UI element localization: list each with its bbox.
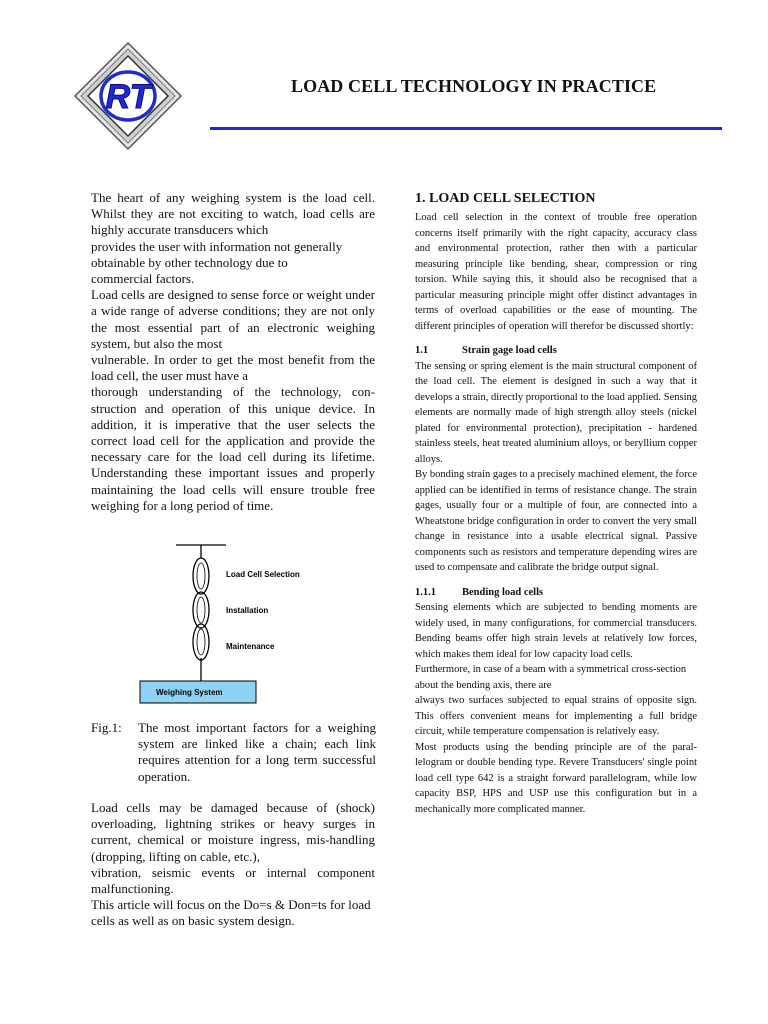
label-maintenance: Maintenance xyxy=(226,642,275,651)
subsection-paragraph: By bonding strain gages to a precisely machined element, the force applied can be identified in terms of resistance change. The strain gages, usually four or a multiple of four, are connected into a Wheatstone bridge configuration in order to convert the very small change in resistance into a usable electrical signal. Passive components such as resistors and temperature depending wires are used to compensate and calibrate the bridge output signal. xyxy=(415,469,697,573)
subsubsection-paragraph: always two surfaces subjected to equal strains of opposite sign. This offers convenient means for implementing a full bridge circuit, while temperature compensation is relatively easy. xyxy=(415,695,697,737)
chain-link-2-inner xyxy=(197,597,205,623)
subsubsection-paragraph: Sensing elements which are subjected to bending moments are widely used, in many configurations, for commercial transducers. Bending beams offer high strain levels at relatively low forces, which makes them ideal for low capacity load cells. xyxy=(415,602,697,660)
page-title: LOAD CELL TECHNOLOGY IN PRACTICE xyxy=(291,76,657,96)
logo-emblem xyxy=(72,40,184,152)
damage-paragraph: This article will focus on the Do=s & Don=ts for load cells as well as on basic system design. xyxy=(91,897,371,929)
section-heading: 1. LOAD CELL SELECTION xyxy=(415,191,596,206)
subsubsection-number: 1.1.1 xyxy=(415,586,436,598)
chain-link-2 xyxy=(193,592,209,628)
logo-text: RT xyxy=(105,78,151,116)
label-weighing-system: Weighing System xyxy=(156,688,223,697)
intro-paragraph: The heart of any weighing system is the load cell. Whilst they are not exciting to watch, load cells are highly accurate transducers which xyxy=(91,190,375,238)
damage-paragraph: vibration, seismic events or internal component malfunctioning. xyxy=(91,864,375,897)
chain-figure xyxy=(136,543,336,708)
intro-paragraph: provides the user with information not generally obtainable by other technology due to xyxy=(91,238,343,270)
damage-paragraph: Load cells may be damaged because of (shock) overloading, lightning strikes or heavy surges in current, chemical or moisture ingress, mis-handling (dropping, lifting on cable, etc.), xyxy=(91,800,375,864)
intro-text xyxy=(91,190,375,514)
chain-link-1-inner xyxy=(197,563,205,589)
chain-link-3-inner xyxy=(197,629,205,655)
company-logo xyxy=(72,40,184,152)
subsection-heading xyxy=(415,343,697,359)
chain-link-1 xyxy=(193,558,209,594)
subsection-paragraph: The sensing or spring element is the main structural component of the load cell. The element is designed in such a way that it develops a strain, directly proportional to the load applied. Sensing elements are normally made of high strength alloy steels (nickel plated for environmental protection), precipitation - hardened stainless steels, heat treated aluminium alloys, or beryllium copper alloys. xyxy=(415,360,697,465)
intro-paragraph: thorough understanding of the technology, con-struction and operation of this unique device. In addition, it is imperative that the user selects the correct load cell for the application and provide the necessary care for the load cell during its lifetime. Understanding these important issues and properly maintaining the load cells will ensure trouble free weighing for a long period of time. xyxy=(91,384,375,513)
label-installation: Installation xyxy=(226,606,269,615)
caption-text: The most important factors for a weighing system are linked like a chain; each link requires attention for a long term successful operation. xyxy=(138,720,376,784)
caption-label: Fig.1: xyxy=(91,720,122,735)
right-column xyxy=(415,190,697,817)
chain-diagram xyxy=(136,543,336,708)
subsubsection-heading xyxy=(415,585,697,601)
title-underline xyxy=(210,127,722,130)
subsubsection-paragraph: Most products using the bending principle are of the paral-lelogram or double bending type. Revere Transducers' single point load cell type 642 is a straight forward parallelogram, while low capacity BSP, HPS and USP use this configuration but in a mechanically more complicated manner. xyxy=(415,741,697,815)
intro-paragraph: commercial factors. xyxy=(91,271,195,287)
subsubsection-paragraph: Furthermore, in case of a beam with a symmetrical cross-section about the bending axis, there are xyxy=(415,664,687,691)
figure-caption xyxy=(91,720,376,785)
damage-text xyxy=(91,800,375,930)
section-text: Load cell selection in the context of trouble free operation concerns itself primarily with the right capacity, accuracy class and environmental protection, rather then with a particular measuring principle like bending, shear, compression or ring torsion. While saying this, it should also be recognised that a particular measuring principle might offer distinct advantages in terms of overload capabilities or the ease of mounting. The different principles of operation will therefor be discussed shortly: xyxy=(415,212,697,332)
subsection-number: 1.1 xyxy=(415,345,429,356)
intro-paragraph: Load cells are designed to sense force or weight under a wide range of adverse conditions; they are not only the most essential part of an electronic weighing system, but also the most xyxy=(91,287,375,351)
subsubsection-title: Bending load cells xyxy=(462,586,544,598)
chain-link-3 xyxy=(193,624,209,660)
intro-paragraph: vulnerable. In order to get the most benefit from the load cell, the user must have a xyxy=(91,352,375,384)
label-load-cell-selection: Load Cell Selection xyxy=(226,570,300,579)
subsection-title: Strain gage load cells xyxy=(462,345,557,356)
